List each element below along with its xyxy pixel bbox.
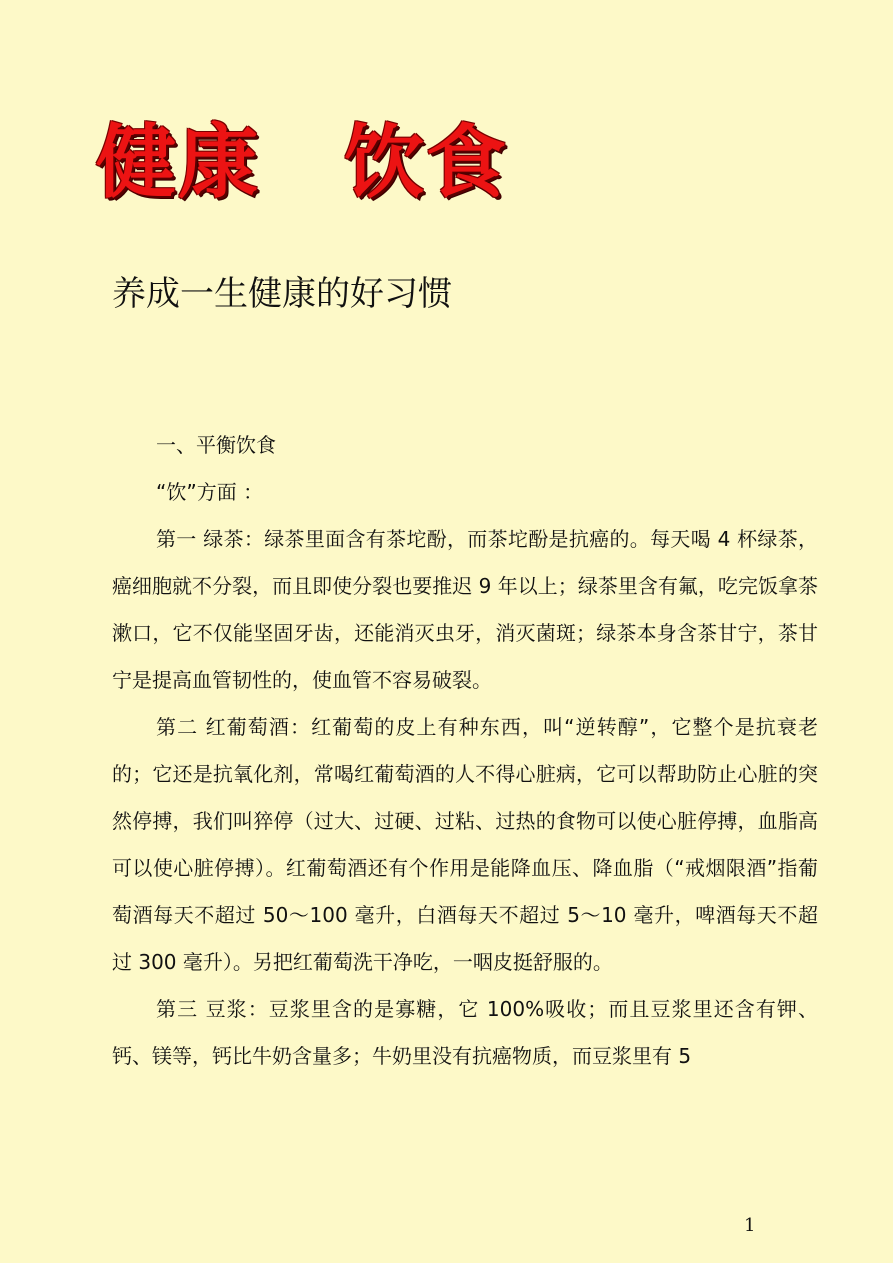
paragraph-soy-milk: 第三 豆浆：豆浆里含的是寡糖，它 100%吸收；而且豆浆里还含有钾、钙、镁等，钙比牛奶含量多；牛奶里没有抗癌物质，而豆浆里有 5 (112, 997, 818, 1068)
section-heading-balanced-diet: 一、平衡饮食 (156, 433, 276, 457)
document-body (112, 422, 818, 1080)
subsection-heading-drinks: “饮”方面 ： (156, 480, 264, 504)
banner-word-diet: 饮食 (344, 116, 508, 209)
page-number: 1 (744, 1215, 756, 1236)
paragraph-green-tea: 第一 绿茶：绿茶里面含有茶坨酚，而茶坨酚是抗癌的。每天喝 4 杯绿茶，癌细胞就不分裂，而且即使分裂也要推迟 9 年以上；绿茶里含有氟，吃完饭拿茶漱口，它不仅能坚固牙齿，还能消灭虫牙，消灭菌斑；绿茶本身含茶甘宁，茶甘宁是提高血管韧性的，使血管不容易破裂。 (112, 527, 818, 692)
document-subtitle: 养成一生健康的好习惯 (112, 274, 452, 314)
paragraph-red-wine: 第二 红葡萄酒：红葡萄的皮上有种东西，叫“逆转醇”，它整个是抗衰老的；它还是抗氧化剂，常喝红葡萄酒的人不得心脏病，它可以帮助防止心脏的突然停搏，我们叫猝停（过大、过硬、过粘、过热的食物可以使心脏停搏，血脂高可以使心脏停搏）。红葡萄酒还有个作用是能降血压、降血脂（“戒烟限酒”指葡萄酒每天不超过 50～100 毫升，白酒每天不超过 5～10 毫升，啤酒每天不超过 300 毫升）。另把红葡萄洗干净吃，一咽皮挺舒服的。 (112, 715, 818, 974)
banner-word-health: 健康 (96, 116, 260, 209)
banner-title (96, 118, 508, 208)
